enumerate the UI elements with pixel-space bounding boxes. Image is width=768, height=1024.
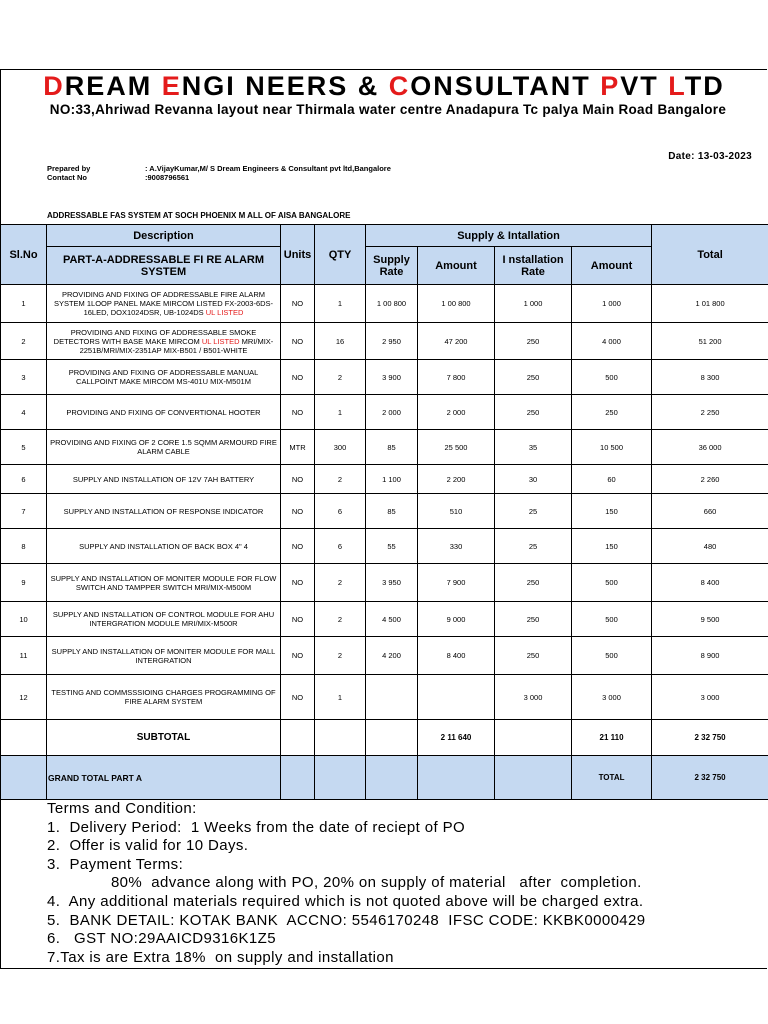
row-installation-amount: 4 000	[572, 323, 652, 360]
grand-total-row	[1, 756, 768, 800]
row-description	[47, 465, 281, 494]
row-supply-rate: 2 000	[366, 395, 418, 430]
row-total: 8 900	[652, 637, 768, 675]
row-units: NO	[281, 395, 315, 430]
title-part: NGI NEERS &	[181, 71, 389, 101]
row-description	[47, 675, 281, 720]
ul-listed-mark: UL LISTED	[205, 308, 244, 317]
title-part: TD	[684, 71, 725, 101]
ul-listed-mark: UL LISTED	[201, 336, 240, 346]
description-text: TESTING AND COMMSSSIOING CHARGES PROGRAMMING OF FIRE ALARM SYSTEM	[51, 688, 276, 706]
terms-item: 4. Any additional materials required which is not quoted above will be charged extra.	[47, 892, 644, 910]
row-installation-rate: 250	[495, 602, 572, 637]
row-installation-rate: 3 000	[495, 675, 572, 720]
terms-item: 5. BANK DETAIL: KOTAK BANK ACCNO: 5546170248 IFSC CODE: KKBK0000429	[47, 911, 646, 929]
row-total: 660	[652, 494, 768, 529]
row-units: NO	[281, 323, 315, 360]
header-installation-rate: I nstallation Rate	[495, 247, 572, 285]
company-title	[0, 71, 768, 102]
description-text: SUPPLY AND INSTALLATION OF RESPONSE INDICATOR	[63, 506, 264, 516]
row-description	[47, 529, 281, 564]
header-units: Units	[281, 225, 315, 285]
row-slno: 3	[1, 360, 47, 395]
table-row	[1, 360, 768, 395]
row-total: 8 300	[652, 360, 768, 395]
row-supply-rate: 3 950	[366, 564, 418, 602]
row-supply-rate: 1 00 800	[366, 285, 418, 323]
table-row	[1, 602, 768, 637]
subtotal-blank	[1, 720, 47, 756]
row-qty: 2	[315, 465, 366, 494]
description-text: SUPPLY AND INSTALLATION OF BACK BOX 4" 4	[79, 541, 248, 551]
row-slno: 10	[1, 602, 47, 637]
row-qty: 2	[315, 360, 366, 395]
contact-value: :9008796561	[145, 173, 190, 182]
row-slno: 9	[1, 564, 47, 602]
row-supply-rate: 85	[366, 430, 418, 465]
row-installation-rate: 250	[495, 360, 572, 395]
row-installation-rate: 30	[495, 465, 572, 494]
header-description: Description	[47, 225, 281, 247]
terms-heading: Terms and Condition:	[47, 800, 197, 817]
title-part: P	[600, 71, 621, 101]
row-units: NO	[281, 637, 315, 675]
row-amount: 1 00 800	[418, 285, 495, 323]
row-description	[47, 285, 281, 323]
header-supply-installation: Supply & Intallation	[366, 225, 652, 247]
row-supply-rate: 4 200	[366, 637, 418, 675]
prepared-by-label: Prepared by	[47, 164, 91, 173]
row-installation-amount: 60	[572, 465, 652, 494]
grand-total-caption: TOTAL	[572, 756, 652, 800]
row-slno: 11	[1, 637, 47, 675]
terms-item: 7.Tax is are Extra 18% on supply and installation	[47, 948, 394, 966]
row-supply-rate: 55	[366, 529, 418, 564]
row-units: NO	[281, 494, 315, 529]
row-installation-rate: 25	[495, 529, 572, 564]
row-description	[47, 360, 281, 395]
row-qty: 2	[315, 637, 366, 675]
title-part: VT	[620, 71, 669, 101]
row-amount: 2 200	[418, 465, 495, 494]
row-units: NO	[281, 602, 315, 637]
header-total: Total	[652, 225, 768, 285]
header-supply-rate: Supply Rate	[366, 247, 418, 285]
row-installation-amount: 150	[572, 494, 652, 529]
table-row	[1, 529, 768, 564]
row-total: 36 000	[652, 430, 768, 465]
grand-total-label: GRAND TOTAL PART A	[47, 756, 281, 800]
row-amount: 330	[418, 529, 495, 564]
header-part-a: PART-A-ADDRESSABLE FI RE ALARM SYSTEM	[47, 247, 281, 285]
row-slno: 1	[1, 285, 47, 323]
row-amount: 47 200	[418, 323, 495, 360]
row-slno: 5	[1, 430, 47, 465]
row-amount: 2 000	[418, 395, 495, 430]
subtotal-install-amount: 21 110	[572, 720, 652, 756]
row-amount	[418, 675, 495, 720]
row-installation-amount: 500	[572, 564, 652, 602]
subtotal-total: 2 32 750	[652, 720, 768, 756]
prepared-labels	[47, 164, 90, 182]
row-amount: 9 000	[418, 602, 495, 637]
header-slno: Sl.No	[1, 225, 47, 285]
project-title: ADDRESSABLE FAS SYSTEM AT SOCH PHOENIX M ALL OF AISA BANGALORE	[47, 211, 351, 220]
description-text: SUPPLY AND INSTALLATION OF CONTROL MODULE FOR AHU INTERGRATION MODULE MRI/MIX-M500R	[52, 610, 275, 628]
row-qty: 1	[315, 285, 366, 323]
row-units: NO	[281, 564, 315, 602]
title-part: D	[43, 71, 65, 101]
row-amount: 7 900	[418, 564, 495, 602]
quote-date: Date: 13-03-2023	[668, 151, 752, 162]
row-installation-amount: 3 000	[572, 675, 652, 720]
row-installation-amount: 500	[572, 602, 652, 637]
terms-item: 1. Delivery Period: 1 Weeks from the date of reciept of PO	[47, 818, 466, 836]
table-row	[1, 564, 768, 602]
row-units: NO	[281, 360, 315, 395]
prepared-by-value: : A.VijayKumar,M/ S Dream Engineers & Consultant pvt ltd,Bangalore	[145, 164, 391, 173]
row-slno: 6	[1, 465, 47, 494]
terms-item: 3. Payment Terms:	[47, 855, 184, 873]
title-part: E	[161, 71, 182, 101]
row-installation-amount: 150	[572, 529, 652, 564]
row-description	[47, 494, 281, 529]
table-row	[1, 285, 768, 323]
row-installation-rate: 35	[495, 430, 572, 465]
description-text: SUPPLY AND INSTALLATION OF 12V 7AH BATTERY	[72, 474, 255, 484]
row-amount: 510	[418, 494, 495, 529]
row-description	[47, 637, 281, 675]
row-qty: 1	[315, 675, 366, 720]
row-description	[47, 323, 281, 360]
company-address: NO:33,Ahriwad Revanna layout near Thirmala water centre Anadapura Tc palya Main Road Bangalore	[49, 102, 727, 117]
row-total: 2 250	[652, 395, 768, 430]
table-row	[1, 430, 768, 465]
row-qty: 6	[315, 529, 366, 564]
row-total: 9 500	[652, 602, 768, 637]
row-slno: 8	[1, 529, 47, 564]
row-installation-amount: 1 000	[572, 285, 652, 323]
subtotal-amount: 2 11 640	[418, 720, 495, 756]
quotation-table	[0, 224, 768, 800]
row-qty: 2	[315, 602, 366, 637]
description-text: SUPPLY AND INSTALLATION OF MONITER MODULE FOR MALL INTERGRATION	[51, 646, 276, 665]
title-part: ONSULTANT	[410, 71, 601, 101]
table-row	[1, 494, 768, 529]
subtotal-row	[1, 720, 768, 756]
description-text: PROVIDING AND FIXING OF CONVERTIONAL HOOTER	[66, 407, 261, 417]
row-installation-amount: 250	[572, 395, 652, 430]
row-installation-rate: 250	[495, 637, 572, 675]
row-qty: 300	[315, 430, 366, 465]
row-units: NO	[281, 675, 315, 720]
row-supply-rate: 1 100	[366, 465, 418, 494]
row-total: 8 400	[652, 564, 768, 602]
row-description	[47, 564, 281, 602]
description-text: SUPPLY AND INSTALLATION OF MONITER MODULE FOR FLOW SWITCH AND TAMPPER SWITCH MRI/MIX-M500M	[50, 573, 277, 592]
description-text: PROVIDING AND FIXING OF 2 CORE 1.5 SQMM ARMOURD FIRE ALARM CABLE	[50, 438, 277, 456]
row-amount: 25 500	[418, 430, 495, 465]
prepared-values	[145, 164, 391, 182]
row-supply-rate	[366, 675, 418, 720]
row-installation-rate: 1 000	[495, 285, 572, 323]
row-qty: 2	[315, 564, 366, 602]
terms-item: 80% advance along with PO, 20% on supply of material after completion.	[47, 874, 642, 892]
row-total: 1 01 800	[652, 285, 768, 323]
header-qty: QTY	[315, 225, 366, 285]
row-amount: 7 800	[418, 360, 495, 395]
table-row	[1, 323, 768, 360]
row-installation-rate: 250	[495, 395, 572, 430]
row-description	[47, 430, 281, 465]
terms-item: 6. GST NO:29AAICD9316K1Z5	[47, 930, 276, 948]
row-units: NO	[281, 465, 315, 494]
row-installation-rate: 25	[495, 494, 572, 529]
description-text: PROVIDING AND FIXING OF ADDRESSABLE MANUAL CALLPOINT MAKE MIRCOM MS-401U MIX-M501M	[68, 368, 259, 386]
row-units: MTR	[281, 430, 315, 465]
header-installation-amount: Amount	[572, 247, 652, 285]
row-installation-rate: 250	[495, 323, 572, 360]
row-slno: 12	[1, 675, 47, 720]
row-supply-rate: 2 950	[366, 323, 418, 360]
row-description	[47, 395, 281, 430]
grand-total-value: 2 32 750	[652, 756, 768, 800]
row-supply-rate: 4 500	[366, 602, 418, 637]
row-total: 2 260	[652, 465, 768, 494]
row-qty: 1	[315, 395, 366, 430]
row-installation-amount: 10 500	[572, 430, 652, 465]
table-row	[1, 395, 768, 430]
description-text: PROVIDING AND FIXING OF ADDRESSABLE SMOKE DETECTORS WITH BASE MAKE MIRCOM	[53, 327, 257, 346]
table-row	[1, 465, 768, 494]
row-supply-rate: 85	[366, 494, 418, 529]
header-amount: Amount	[418, 247, 495, 285]
row-supply-rate: 3 900	[366, 360, 418, 395]
title-part: L	[668, 71, 685, 101]
row-qty: 16	[315, 323, 366, 360]
description-text: PROVIDING AND FIXING OF ADDRESSABLE FIRE ALARM SYSTEM 1LOOP PANEL MAKE MIRCOM LISTED FX-2003-6DS-16LED, DOX1024DSR, UB-1024DS	[53, 290, 274, 317]
terms-item: 2. Offer is valid for 10 Days.	[47, 837, 249, 855]
row-installation-amount: 500	[572, 360, 652, 395]
description-models: MRI/MIX-2251B/MRI/MIX-2351AP MIX-B501 / B501-WHITE	[79, 336, 274, 355]
contact-label: Contact No	[47, 173, 87, 182]
subtotal-label: SUBTOTAL	[47, 720, 281, 756]
table-row	[1, 637, 768, 675]
table-row	[1, 675, 768, 720]
row-total: 51 200	[652, 323, 768, 360]
row-total: 480	[652, 529, 768, 564]
row-description	[47, 602, 281, 637]
row-amount: 8 400	[418, 637, 495, 675]
terms-and-conditions	[47, 800, 646, 967]
row-units: NO	[281, 285, 315, 323]
row-slno: 4	[1, 395, 47, 430]
title-part: REAM	[64, 71, 162, 101]
row-total: 3 000	[652, 675, 768, 720]
row-slno: 7	[1, 494, 47, 529]
row-slno: 2	[1, 323, 47, 360]
row-installation-amount: 500	[572, 637, 652, 675]
row-installation-rate: 250	[495, 564, 572, 602]
row-qty: 6	[315, 494, 366, 529]
row-units: NO	[281, 529, 315, 564]
title-part: C	[388, 71, 411, 101]
